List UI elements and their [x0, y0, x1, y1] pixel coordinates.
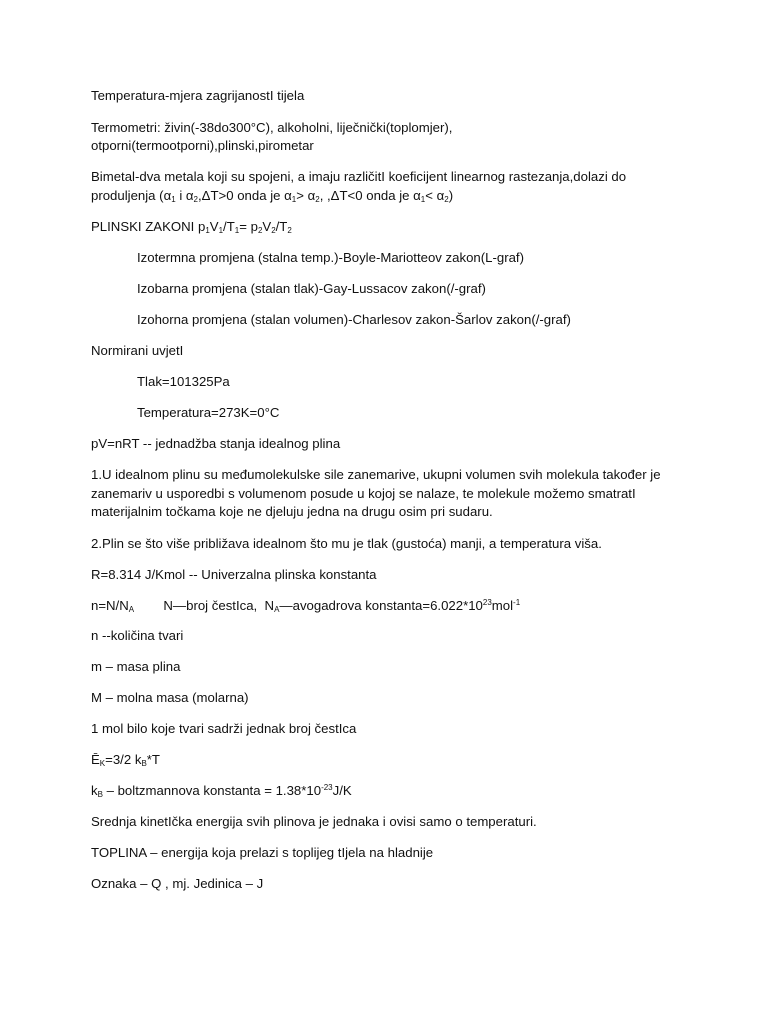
subscript: 1	[218, 226, 224, 235]
text-run: > α	[296, 188, 316, 203]
thermometers-line-2: otporni(termootporni),plinski,pirometar	[91, 138, 314, 153]
subscript: A	[274, 605, 280, 614]
ideal-gas-equation: pV=nRT -- jednadžba stanja idealnog plina	[91, 436, 341, 451]
text-run: /T	[223, 219, 235, 234]
thermometers-line-1: Termometri: živin(-38do300°C), alkoholni, liječnički(toplomjer),	[91, 120, 453, 135]
point-2: 2.Plin se što više približava idealnom što mu je tlak (gustoća) manji, a temperatura viša.	[91, 536, 602, 551]
text-run: /T	[275, 219, 288, 234]
bimetal-line-1: Bimetal-dva metala koji su spojeni, a imaju različitI koeficijent linearnog rastezanja,dolazi do	[91, 169, 627, 184]
subscript: 1	[420, 195, 426, 204]
text-run: V	[209, 219, 219, 234]
superscript: -1	[513, 598, 521, 607]
boltzmann-constant	[91, 782, 352, 799]
molar-mass-definition: M – molna masa (molarna)	[91, 690, 249, 705]
text-run: , ,ΔT<0 onda je α	[319, 188, 421, 203]
subscript: 2	[193, 195, 198, 204]
text-run: *T	[146, 752, 160, 767]
normal-conditions-heading: Normirani uvjetI	[91, 343, 184, 358]
gas-constant: R=8.314 J/Kmol -- Univerzalna plinska konstanta	[91, 567, 377, 582]
subscript: 2	[287, 226, 292, 235]
subscript: K	[99, 759, 106, 768]
avogadro-line	[91, 597, 520, 614]
text-run: = p	[239, 219, 258, 234]
text-run: i α	[175, 188, 194, 203]
doc-title: Temperatura-mjera zagrijanostI tijela	[91, 88, 305, 103]
text-run: Ē	[91, 752, 100, 767]
subscript: 1	[205, 226, 210, 235]
subscript: A	[128, 605, 135, 614]
subscript: 1	[171, 195, 176, 204]
superscript: 23	[482, 598, 492, 607]
subscript: B	[97, 790, 103, 799]
mass-definition: m – masa plina	[91, 659, 181, 674]
text-run: mol	[491, 598, 514, 613]
text-run: produljenja (α	[91, 188, 172, 203]
point-1-line-1: 1.U idealnom plinu su međumolekulske sile zanemarive, ukupni volumen svih molekula također je	[91, 467, 661, 482]
subscript: 2	[444, 195, 449, 204]
kinetic-energy-formula	[91, 751, 160, 768]
isothermal-process: Izotermna promjena (stalna temp.)-Boyle-Mariotteov zakon(L-graf)	[137, 250, 524, 265]
text-run: )	[448, 188, 454, 203]
subscript: 1	[234, 226, 240, 235]
point-1-line-3: materijalnim točkama koje ne djeluju jedna na drugu osim pri sudaru.	[91, 504, 493, 519]
text-run: —avogadrova konstanta=6.022*10	[279, 598, 483, 613]
subscript: B	[141, 759, 147, 768]
text-run: – boltzmannova konstanta = 1.38*10	[102, 783, 322, 798]
isobaric-process: Izobarna promjena (stalan tlak)-Gay-Lussacov zakon(/-graf)	[137, 281, 486, 296]
isochoric-process: Izohorna promjena (stalan volumen)-Charlesov zakon-Šarlov zakon(/-graf)	[137, 312, 571, 327]
text-run: k	[91, 783, 98, 798]
amount-definition: n --količina tvari	[91, 628, 184, 643]
gas-laws-heading	[91, 218, 292, 235]
text-run: N—broj čestIca, N	[134, 598, 275, 613]
text-run: n=N/N	[91, 598, 129, 613]
subscript: 1	[291, 195, 297, 204]
bimetal-line-2	[91, 187, 453, 204]
normal-temperature: Temperatura=273K=0°C	[137, 405, 280, 420]
subscript: 2	[257, 226, 263, 235]
text-run: < α	[425, 188, 445, 203]
heat-definition: TOPLINA – energija koja prelazi s toplijeg tIjela na hladnije	[91, 845, 434, 860]
heat-notation: Oznaka – Q , mj. Jedinica – J	[91, 876, 264, 891]
text-run: PLINSKI ZAKONI p	[91, 219, 206, 234]
mean-kinetic-energy: Srednja kinetIčka energija svih plinova je jednaka i ovisi samo o temperaturi.	[91, 814, 537, 829]
subscript: 2	[315, 195, 320, 204]
point-1-line-2: zanemariv u usporedbi s volumenom posude u kojoj se nalaze, te molekule možemo smatratI	[91, 486, 636, 501]
subscript: 2	[271, 226, 276, 235]
text-run: J/K	[332, 783, 352, 798]
mole-definition: 1 mol bilo koje tvari sadrži jednak broj čestIca	[91, 721, 357, 736]
superscript: -23	[321, 783, 333, 792]
text-run: V	[262, 219, 272, 234]
text-run: ,ΔT>0 onda je α	[198, 188, 292, 203]
normal-pressure: Tlak=101325Pa	[137, 374, 230, 389]
text-run: =3/2 k	[105, 752, 142, 767]
